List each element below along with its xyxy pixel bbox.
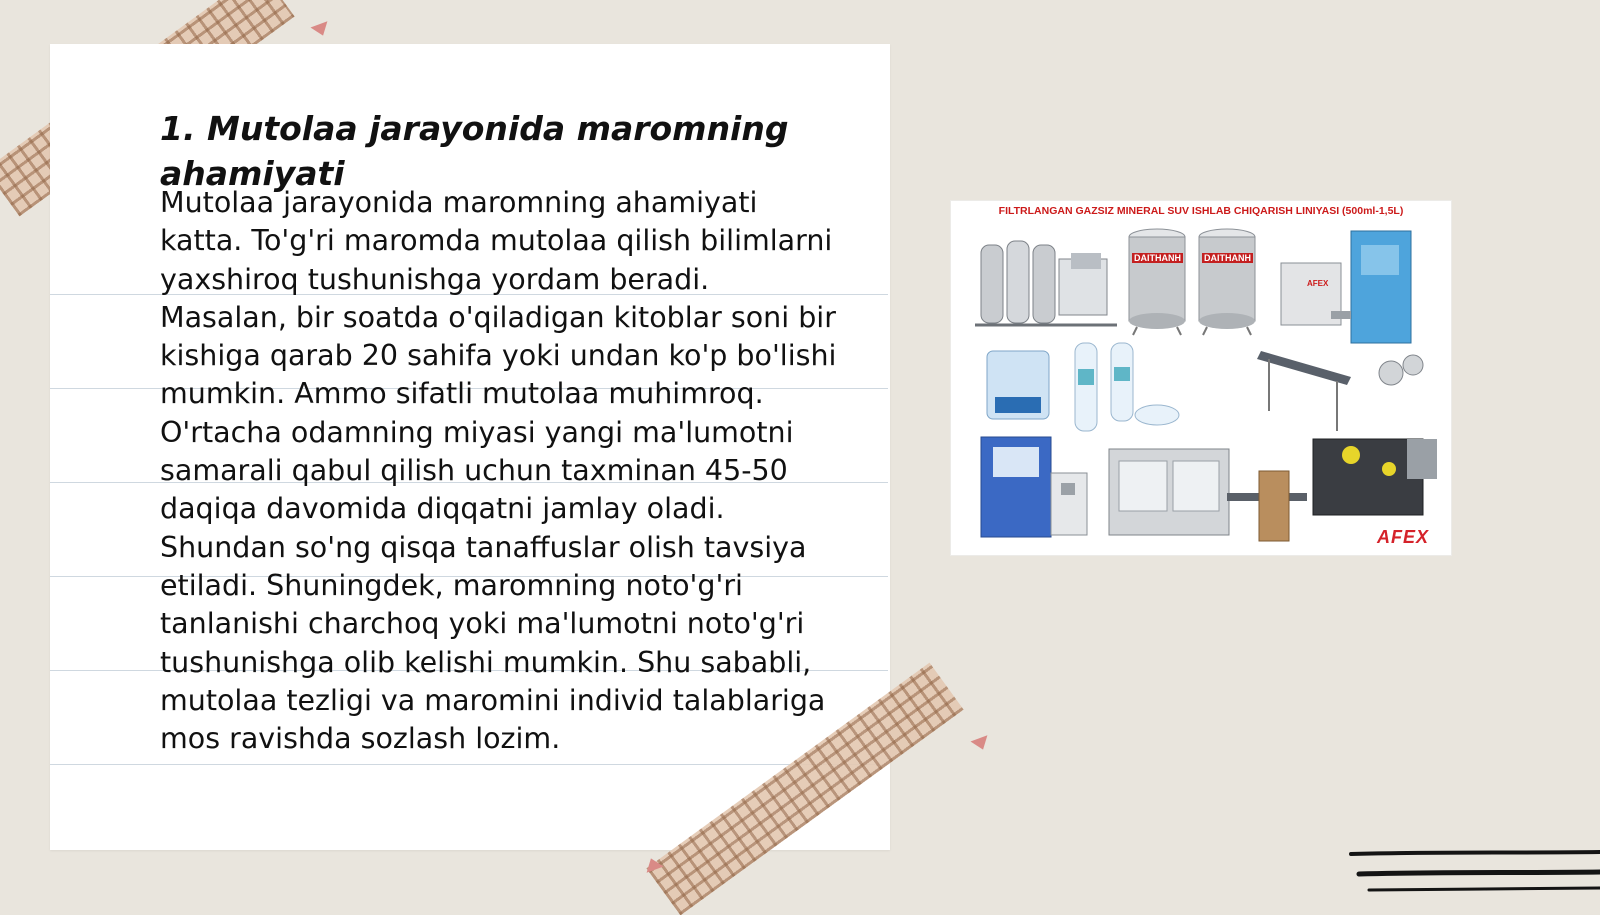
water-bottles: [987, 343, 1179, 431]
machinery-illustration: [951, 201, 1451, 555]
conveyor: [1257, 351, 1423, 431]
slide-body-text: Mutolaa jarayonida maromning ahamiyati katta. To'g'ri maromda mutolaa qilish bilimlarni yaxshiroq tushunishga yordam beradi. Masalan, bir soatda o'qiladigan kitoblar soni bir kishiga qarab 20 sahifa yoki undan ko'p bo'lishi mumkin. Ammo sifatli mutolaa muhimroq. O'rtacha odamning miyasi yangi ma'lumotni samarali qabul qilish uchun taxminan 45-50 daqiqa davomida diqqatni jamlay oladi. Shundan so'ng qisqa tanaffuslar olish tavsiya etiladi. Shuningdek, maromning noto'g'ri tanlanishi charchoq yoki ma'lumotni noto'g'ri tushunishga olib kelishi mumkin. Shu sababli, mutolaa tezligi va maromini individ talablariga mos ravishda sozlash lozim.: [160, 186, 837, 756]
decorative-brush-lines: [1345, 846, 1600, 900]
air-compressor: [1313, 439, 1437, 515]
filtration-unit: [975, 241, 1117, 325]
slide-title: 1. Mutolaa jarayonida maromning ahamiyati: [160, 109, 789, 193]
stainless-tanks: [1129, 229, 1255, 335]
filling-machine: [1109, 449, 1307, 541]
shrink-wrap-machine: [1281, 231, 1411, 343]
machine-brand-mark: AFEX: [1307, 279, 1329, 288]
tape-end-mark: [310, 21, 331, 38]
paper-rule-line: [50, 764, 888, 765]
tank-brand-label: DAITHANH: [1134, 253, 1181, 263]
image-caption: FILTRLANGAN GAZSIZ MINERAL SUV ISHLAB CHIQARISH LINIYASI (500ml-1,5L): [998, 205, 1404, 217]
tape-end-mark: [970, 735, 991, 752]
afex-logo: AFEX: [1377, 527, 1430, 547]
tank-brand-label: DAITHANH: [1204, 253, 1251, 263]
blow-molding-machine: [981, 437, 1087, 537]
water-production-line-image: [950, 200, 1452, 556]
lined-paper-card: [50, 44, 890, 850]
